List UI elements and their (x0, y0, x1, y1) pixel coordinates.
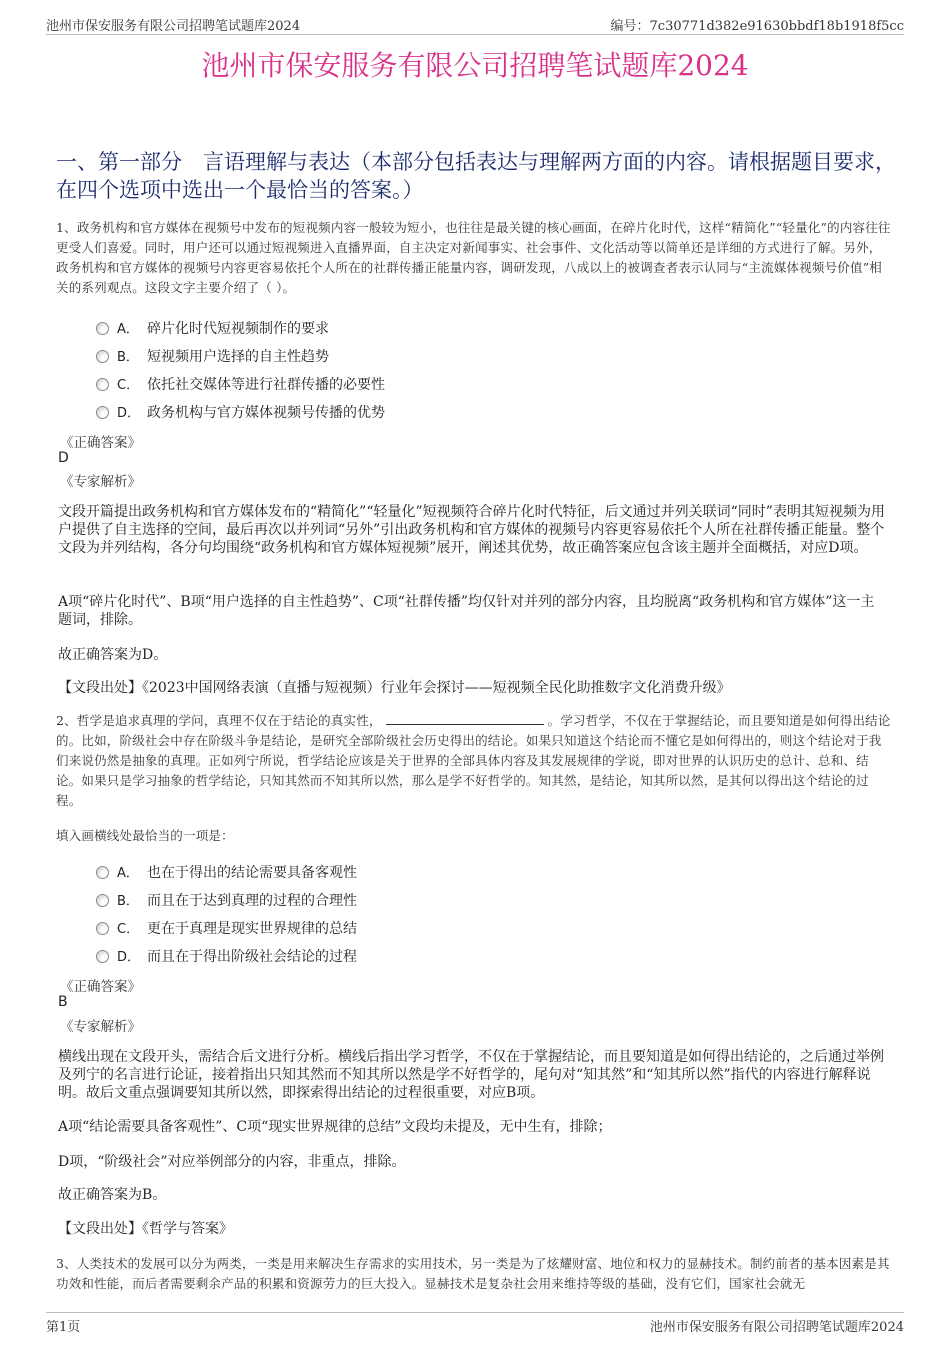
q2-analysis-label: 《专家解析》 (60, 1019, 141, 1035)
q2-answer-label: 《正确答案》 (60, 979, 141, 995)
radio-icon[interactable] (96, 322, 109, 335)
radio-icon[interactable] (96, 350, 109, 363)
page-header (46, 12, 904, 35)
q1-source: 【文段出处】《2023中国网络表演（直播与短视频）行业年会探讨——短视频全民化助推数字文化消费升级》 (58, 680, 731, 696)
question-3-text: 3、人类技术的发展可以分为两类，一类是用来解决生存需求的实用技术，另一类是为了炫耀财富、地位和权力的显赫技术。制约前者的基本因素是其功效和性能，而后者需要剩余产品的积累和资源劳力的巨大投入。显赫技术是复杂社会用来维持等级的基础，没有它们，国家社会就无 (56, 1256, 890, 1291)
q1-answer-label: 《正确答案》 (60, 435, 141, 451)
radio-icon[interactable] (96, 894, 109, 907)
radio-icon[interactable] (96, 922, 109, 935)
header-doc-id: 编号：7c30771d382e91630bbdf18b1918f5cc (610, 19, 904, 34)
page-title: 池州市保安服务有限公司招聘笔试题库2024 (201, 49, 749, 82)
radio-icon[interactable] (96, 378, 109, 391)
page-footer (46, 1312, 904, 1335)
q2-option-a[interactable]: A． 也在于得出的结论需要具备客观性 (96, 862, 357, 882)
q1-analysis-p2: A项“碎片化时代”、B项“用户选择的自主性趋势”、C项“社群传播”均仅针对并列的部分内容，且均脱离“政务机构和官方媒体”这一主题词，排除。 (58, 594, 875, 628)
radio-icon[interactable] (96, 406, 109, 419)
q2-option-c[interactable]: C． 更在于真理是现实世界规律的总结 (96, 918, 357, 938)
q2-prompt: 填入画横线处最恰当的一项是： (56, 828, 234, 843)
q1-option-c[interactable]: C． 依托社交媒体等进行社群传播的必要性 (96, 374, 385, 394)
q2-answer: B (58, 994, 68, 1010)
q1-option-a[interactable]: A． 碎片化时代短视频制作的要求 (96, 318, 329, 338)
q1-option-b[interactable]: B． 短视频用户选择的自主性趋势 (96, 346, 329, 366)
q1-answer: D (58, 450, 69, 466)
q2-analysis-p2: A项“结论需要具备客观性”、C项“现实世界规律的总结”文段均未提及，无中生有，排除； (58, 1119, 612, 1135)
q2-option-b[interactable]: B． 而且在于达到真理的过程的合理性 (96, 890, 357, 910)
header-doc-title: 池州市保安服务有限公司招聘笔试题库2024 (46, 19, 301, 34)
q1-analysis-p3: 故正确答案为D。 (58, 647, 168, 663)
q2-option-d[interactable]: D． 而且在于得出阶级社会结论的过程 (96, 946, 357, 966)
q2-analysis-p1: 横线出现在文段开头，需结合后文进行分析。横线后指出学习哲学，不仅在于掌握结论，而且要知道是如何得出结论的，之后通过举例及列宁的名言进行论证，接着指出只知其然而不知其所以然是学不好哲学的，尾句对“知其然”和“知其所以然”指代的内容进行解释说明。故后文重点强调要知其所以然，即探索得出结论的过程很重要，对应B项。 (58, 1049, 884, 1101)
fill-blank (386, 712, 544, 725)
q1-analysis-label: 《专家解析》 (60, 474, 141, 490)
q2-analysis-p4: 故正确答案为B。 (58, 1187, 167, 1203)
q1-analysis-p1: 文段开篇提出政务机构和官方媒体发布的“精简化”“轻量化”短视频符合碎片化时代特征，后文通过并列关联词“同时”表明其短视频为用户提供了自主选择的空间，最后再次以并列词“另外”引出政务机构和官方媒体的视频号内容更容易依托个人所在社群传播正能量。整个文段为并列结构，各分句均围绕“政务机构和官方媒体短视频”展开，阐述其优势，故正确答案应包含该主题并全面概括，对应D项。 (58, 504, 885, 556)
section-heading: 一、第一部分 言语理解与表达（本部分包括表达与理解两方面的内容。请根据题目要求，在四个选项中选出一个最恰当的答案。） (56, 150, 896, 202)
page-number: 第1页 (46, 1320, 81, 1335)
radio-icon[interactable] (96, 950, 109, 963)
q2-source: 【文段出处】《哲学与答案》 (58, 1221, 233, 1237)
q1-option-d[interactable]: D． 政务机构与官方媒体视频号传播的优势 (96, 402, 385, 422)
radio-icon[interactable] (96, 866, 109, 879)
question-1-text: 1、政务机构和官方媒体在视频号中发布的短视频内容一般较为短小，也往往是最关键的核心画面，在碎片化时代，这样“精简化”“轻量化”的内容往往更受人们喜爱。同时，用户还可以通过短视频进入直播界面，自主决定对新闻事实、社会事件、文化活动等以简单还是详细的方式进行了解。另外，政务机构和官方媒体的视频号内容更容易依托个人所在的社群传播正能量内容，调研发现，八成以上的被调查者表示认同与“主流媒体视频号价值”相关的系列观点。这段文字主要介绍了（ ）。 (56, 220, 891, 295)
footer-doc-title: 池州市保安服务有限公司招聘笔试题库2024 (649, 1320, 904, 1335)
q2-analysis-p3: D项，“阶级社会”对应举例部分的内容，非重点，排除。 (58, 1154, 406, 1170)
question-2-text: 2、哲学是追求真理的学问，真理不仅在于结论的真实性， 。学习哲学，不仅在于掌握结论，而且要知道是如何得出结论的。比如，阶级社会中存在阶级斗争是结论，是研究全部阶级社会历史得出的结论。如果只知道这个结论而不懂它是如何得出的，则这个结论对于我们来说仍然是抽象的真理。正如列宁所说，哲学结论应该是关于世界的全部具体内容及其发展规律的学说，即对世界的认识历史的总计、总和、结论。如果只是学习抽象的哲学结论，只知其然而不知其所以然，那么是学不好哲学的。知其然，是结论，知其所以然，是其何以得出这个结论的过程。 (56, 713, 891, 808)
